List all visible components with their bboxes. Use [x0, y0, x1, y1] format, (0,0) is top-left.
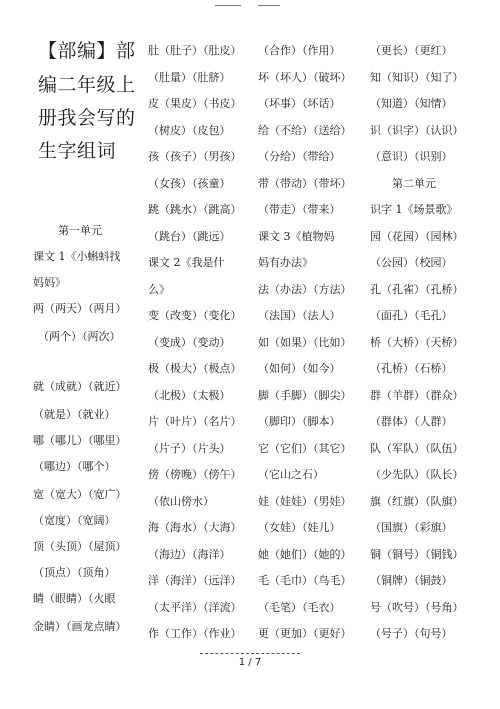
- word-group: 睛（眼睛）（火眼: [33, 592, 116, 605]
- word-group: （女孩）（孩童）: [148, 177, 231, 190]
- word-group: （如何）（如今）: [258, 362, 341, 375]
- word-group: 宽（宽大）（宽广）: [33, 488, 127, 501]
- word-group: 队（军队）（队伍）: [370, 442, 464, 455]
- word-group: 两（两天）（两月）: [33, 302, 127, 315]
- word-group: （宽度）（宽阔）: [33, 514, 116, 527]
- column-2: [148, 0, 256, 650]
- lesson-title: 妈妈》: [33, 276, 66, 289]
- document-title-line: 编二年级上: [38, 74, 136, 96]
- word-group: 知（知识）（知了）: [370, 71, 464, 84]
- word-group: （肚量）（肚脐）: [148, 71, 231, 84]
- word-group: （女娃）（娃儿）: [258, 521, 341, 534]
- word-group: （意识）（识别）: [370, 150, 453, 163]
- word-group: 旗（红旗）（队旗）: [370, 495, 464, 508]
- unit-heading: 第一单元: [58, 224, 102, 237]
- word-group: （片子）（片头）: [148, 442, 231, 455]
- word-group: 她（她们）（她的）: [258, 548, 352, 561]
- word-group: （孔桥）（石桥）: [370, 362, 453, 375]
- lesson-title: 么》: [148, 283, 170, 296]
- word-group: （面孔）（毛孔）: [370, 309, 453, 322]
- word-group: 顶（头顶）（屋顶）: [33, 540, 127, 553]
- word-group: （少先队）（队长）: [370, 468, 464, 481]
- document-title-line: 册我会写的: [38, 107, 136, 129]
- column-1: [33, 0, 148, 650]
- word-group: 孔（孔雀）（孔桥）: [370, 283, 464, 296]
- word-group: （分给）（带给）: [258, 150, 341, 163]
- word-group: 群（羊群）（群众）: [370, 389, 464, 402]
- word-group: 片（叶片）（名片）: [148, 415, 242, 428]
- word-group: 海（海水）（大海）: [148, 521, 242, 534]
- word-group: （公园）（校园）: [370, 256, 453, 269]
- word-group: （法国）（法人）: [258, 309, 341, 322]
- word-group: （群体）（人群）: [370, 415, 453, 428]
- word-group: （依山傍水）: [148, 495, 214, 508]
- word-group: （海边）（海洋）: [148, 548, 231, 561]
- word-group: 更（更加）（更好）: [258, 627, 352, 640]
- word-group: 给（不给）（送给）: [258, 124, 352, 137]
- word-group: （国旗）（彩旗）: [370, 521, 453, 534]
- word-group: 号（吹号）（号角）: [370, 601, 464, 614]
- word-group: （脚印）（脚本）: [258, 415, 341, 428]
- word-group: （带走）（带来）: [258, 203, 341, 216]
- lesson-title: 课文 3《植物妈: [258, 230, 335, 243]
- page-number: 1 / 7: [238, 657, 262, 668]
- word-group: （知道）（知情）: [370, 97, 453, 110]
- word-group: 铜（铜号）（铜钱）: [370, 548, 464, 561]
- word-group: （哪边）（哪个）: [33, 460, 116, 473]
- word-group: 它（它们）（其它）: [258, 442, 352, 455]
- word-group: （跳台）（跳远）: [148, 230, 231, 243]
- word-group: 园（花园）（园林）: [370, 230, 464, 243]
- word-group: 娃（娃娃）（男娃）: [258, 495, 352, 508]
- word-group: （铜牌）（铜鼓）: [370, 574, 453, 587]
- word-group: （就是）（就业）: [33, 408, 116, 421]
- word-group: 桥（大桥）（天桥）: [370, 336, 464, 349]
- word-group: 识（识字）（认识）: [370, 124, 464, 137]
- word-group: 毛（毛巾）（鸟毛）: [258, 574, 352, 587]
- word-group: 法（办法）（方法）: [258, 283, 352, 296]
- word-group: 哪（哪儿）（哪里）: [33, 434, 127, 447]
- word-group: （变成）（变动）: [148, 336, 231, 349]
- word-group: 变（改变）（变化）: [148, 309, 242, 322]
- word-group: （毛笔）（毛衣）: [258, 601, 341, 614]
- column-4: [370, 0, 482, 650]
- word-group: （北极）（太极）: [148, 389, 231, 402]
- word-group: 洋（海洋）（远洋）: [148, 574, 242, 587]
- word-group: （树皮）（皮包）: [148, 124, 231, 137]
- word-group: 作（工作）（作业）: [148, 627, 242, 640]
- word-group: （坏事）（坏话）: [258, 97, 341, 110]
- word-group: 皮（果皮）（书皮）: [148, 97, 242, 110]
- word-group: 坏（坏人）（破坏）: [258, 71, 352, 84]
- word-group: 傍（傍晚）（傍午）: [148, 468, 242, 481]
- word-group: 孩（孩子）（男孩）: [148, 150, 242, 163]
- word-group: （两个）（两次）: [38, 330, 121, 343]
- word-group: 如（如果）（比如）: [258, 336, 352, 349]
- word-group: 金睛）（画龙点睛）: [33, 620, 127, 633]
- word-group: （太平洋）（洋流）: [148, 601, 242, 614]
- document-title-line: 【部编】部: [38, 40, 136, 62]
- word-group: 极（极大）（极点）: [148, 362, 242, 375]
- word-group: （合作）（作用）: [258, 44, 341, 57]
- document-title-line: 生字组词: [38, 140, 117, 162]
- word-group: （更长）（更红）: [370, 44, 453, 57]
- word-group: 带（带动）（带坏）: [258, 177, 352, 190]
- column-3: [258, 0, 366, 650]
- lesson-title: 课文 1《小蝌蚪找: [33, 250, 121, 263]
- word-group: （号子）（句号）: [370, 627, 453, 640]
- footer-rule: [200, 653, 300, 654]
- word-group: 就（成就）（就近）: [33, 380, 127, 393]
- lesson-title: 识字 1《场景歌》: [370, 203, 458, 216]
- lesson-title: 妈有办法》: [258, 256, 313, 269]
- word-group: 脚（手脚）（脚尖）: [258, 389, 352, 402]
- word-group: （它山之石）: [258, 468, 324, 481]
- word-group: 肚（肚子）（肚皮）: [148, 44, 242, 57]
- word-group: （顶点）（顶角）: [33, 566, 116, 579]
- unit-heading: 第二单元: [392, 177, 436, 190]
- lesson-title: 课文 2《我是什: [148, 256, 225, 269]
- word-group: 跳（跳水）（跳高）: [148, 203, 242, 216]
